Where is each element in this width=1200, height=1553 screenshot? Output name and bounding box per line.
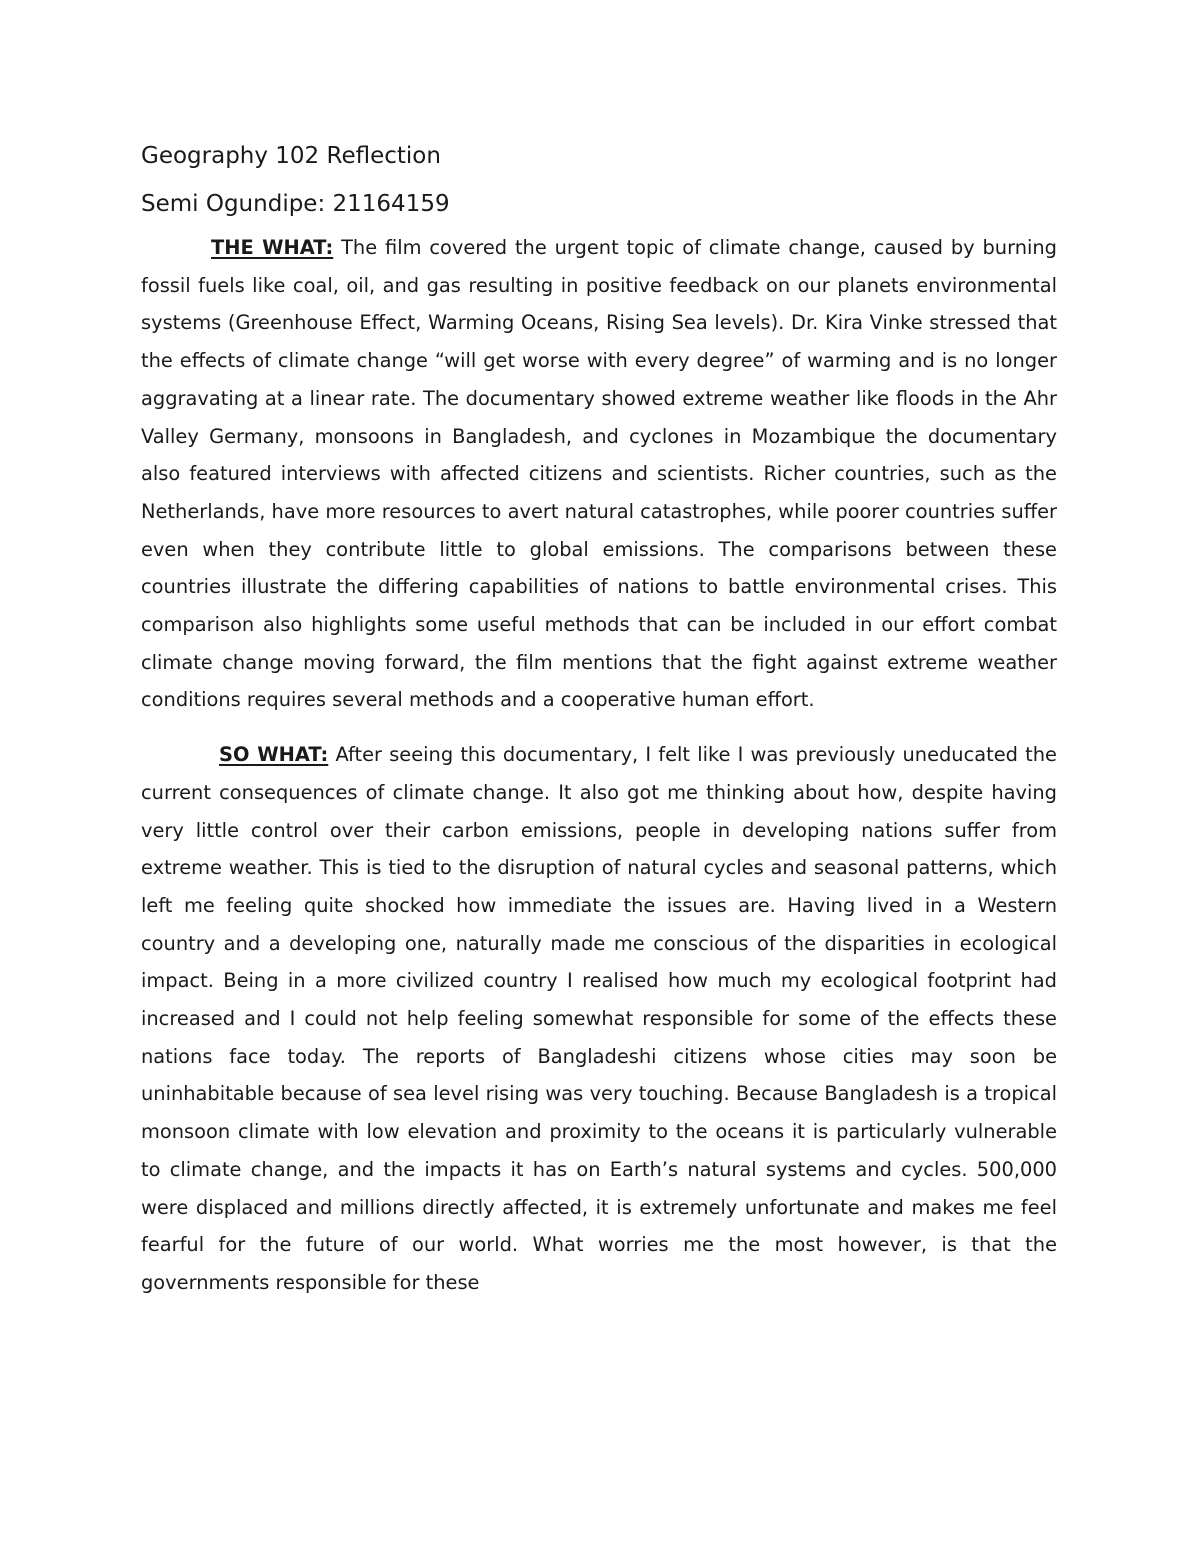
section-heading-so-what: SO WHAT: — [219, 743, 329, 767]
section-heading-the-what: THE WHAT: — [211, 236, 334, 259]
document-content — [141, 138, 1057, 1302]
author-line: Semi Ogundipe: 21164159 — [141, 191, 450, 217]
section-the-what — [141, 229, 1057, 719]
document-title: Geography 102 Reflection — [141, 143, 441, 169]
section-so-what — [141, 736, 1057, 1302]
section-body-so-what: After seeing this documentary, I felt like I was previously uneducated the current consequences of climate change. It also got me thinking about how, despite having very little control over their carbon emissions, people in developing nations suffer from extreme weather. This is tied to the disruption of natural cycles and seasonal patterns, which left me feeling quite shocked how immediate the issues are. Having lived in a Western country and a developing one, naturally made me conscious of the disparities in ecological impact. Being in a more civilized country I realised how much my ecological footprint had increased and I could not help feeling somewhat responsible for some of the effects these nations face today. The reports of Bangladeshi citizens whose cities may soon be uninhabitable because of sea level rising was very touching. Because Bangladesh is a tropical monsoon climate with low elevation and proximity to the oceans it is particularly vulnerable to climate change, and the impacts it has on Earth’s natural systems and cycles. 500,000 were displaced and millions directly affected, it is extremely unfortunate and makes me feel fearful for the future of our world. What worries me the most however, is that the governments responsible for these — [141, 743, 1057, 1294]
section-body-the-what: The film covered the urgent topic of climate change, caused by burning fossil fuels like coal, oil, and gas resulting in positive feedback on our planets environmental systems (Greenhouse Effect, Warming Oceans, Rising Sea levels). Dr. Kira Vinke stressed that the effects of climate change “will get worse with every degree” of warming and is no longer aggravating at a linear rate. The documentary showed extreme weather like floods in the Ahr Valley Germany, monsoons in Bangladesh, and cyclones in Mozambique the documentary also featured interviews with affected citizens and scientists. Richer countries, such as the Netherlands, have more resources to avert natural catastrophes, while poorer countries suffer even when they contribute little to global emissions. The comparisons between these countries illustrate the differing capabilities of nations to battle environmental crises. This comparison also highlights some useful methods that can be included in our effort combat climate change moving forward, the film mentions that the fight against extreme weather conditions requires several methods and a cooperative human effort. — [141, 236, 1057, 712]
